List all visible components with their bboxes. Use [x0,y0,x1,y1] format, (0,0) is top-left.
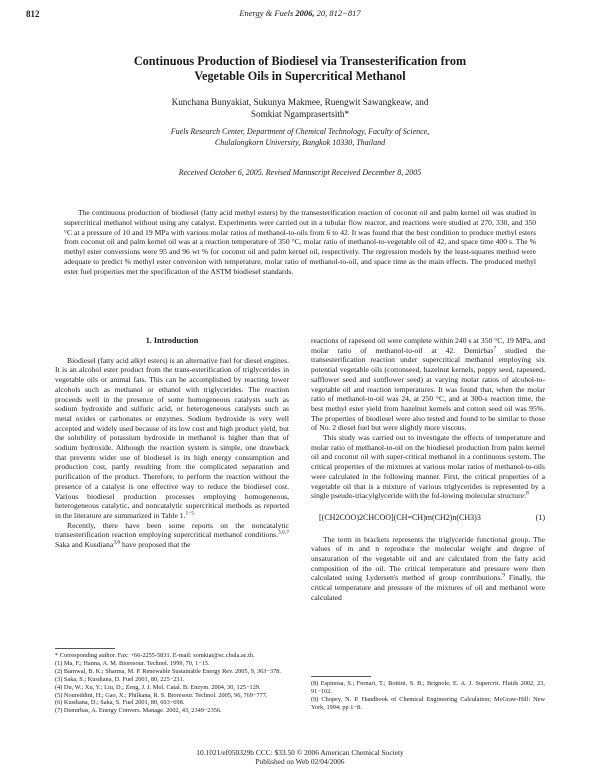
footnote-corresponding-author: * Corresponding author. Fax: +66-2255-5831. E-mail: somkiat@sc.chula.ac.th. [55,652,255,659]
received-dates: Received October 6, 2005. Revised Manuscript Received December 8, 2005 [178,168,422,177]
affiliation-line-1: Fuels Research Center, Department of Chemical Technology, Faculty of Science, [170,127,430,136]
title-line-1: Continuous Production of Biodiesel via Transesterification from [133,54,467,68]
citation-ref: 7 [493,345,497,352]
affiliation [40,126,560,148]
title-line-2: Vegetable Oils in Supercritical Methanol [194,69,406,83]
intro-paragraph-2-text-b: Saka and Kusdiana [55,540,114,550]
intro-paragraph-1 [55,356,289,521]
right-paragraph-3-text-a: The term in brackets represents the triglyceride functional group. The values of m and n reproduce the molecular weight and degree of unsaturation of the vegetable oil and are calculated from the fatty acid composition of the oil. The critical temperature and pressure were then calculated using Lydersen's method of group contributions. [311,534,545,583]
right-paragraph-3-text-b: Finally, the critical temperature and pressure of the mixtures of oil and methanol were calculated [311,573,545,602]
affiliation-line-2: Chulalongkorn University, Bangkok 10330, Thailand [214,138,386,147]
abstract: The continuous production of biodiesel (fatty acid methyl esters) by the transesterification reaction of coconut oil and palm kernel oil was studied in supercritical methanol without using any catalyst. Experiments were carried out in a tubular flow reactor, and reactions were studied at 270, 330, and 350 °C at a pressure of 10 and 19 MPa with various molar ratios of methanol-to-oils from 6 to 42. It was found that the best condition to produce methyl esters from coconut oil and palm kernel oil was at a reaction temperature of 350 °C, molar ratio of methanol-to-vegetable oil of 42, and space time 400 s. The % methyl ester conversions were 95 and 96 wt % for coconut oil and palm kernel oil, respectively. The regression models by the least-squares method were adequate to predict % methyl ester conversion with temperature, molar ratio of methanol-to-oil, and space time as the main effects. The produced methyl ester fuel properties met the specification of the ASTM biodiesel standards. [64,208,536,276]
reference-2: (2) Barnwal, B. K.; Sharma, M. P. Renewable Sustainable Energy Rev. 2005, 9, 363−378. [55,667,282,675]
equation-number: (1) [535,512,545,522]
right-paragraph-2 [311,433,545,501]
authors-line-1: Kunchana Bunyakiat, Sukunya Makmee, Ruengwit Sawangkeaw, and [171,97,429,107]
page-number: 812 [26,9,40,19]
citation-ref: 1−5 [185,510,195,517]
reference-1: (1) Ma, F.; Hanna, A. M. Bioresour. Technol. 1999, 70, 1−15. [55,659,210,667]
reference-3: (3) Saka, S.; Kusdiana, D. Fuel 2001, 80, 225−231. [55,675,185,683]
section-title-introduction: 1. Introduction [145,336,199,345]
citation-ref: 9 [502,572,506,579]
intro-paragraph-1-text: Biodiesel (fatty acid alkyl esters) is an alternative fuel for diesel engines. It is an alcohol ester product from the trans-esterification of triglycerides in vegetable oils or animal fats. This can be accomplished by reacting lower alcohols such as methanol or ethanol with triglycerides. The reaction proceeds well in the presence of some homogeneous catalysts such as sodium hydroxide and sulfuric acid, or heterogeneous catalysts such as metal oxides or carbonates or enzymes. Sodium hydroxide is very well accepted and widely used because of its low cost and high product yield, but the solubility of potassium hydroxide in methanol is higher than that of sodium hydroxide. Although the reaction system is simple, one drawback that prevents wider use of biodiesel is its high energy consumption and production cost, partly resulting from the complicated separation and purification of the product. Therefore, to perform the reaction without the presence of a catalyst is one effective way to reduce the biodiesel cost. Various biodiesel production processes employing homogeneous, heterogeneous catalytic, and noncatalytic supercritical methods as reported in the literature are summarized in Table 1. [55,355,289,520]
footnotes-right [311,676,545,712]
equation-formula: [(CH2COO)2CHCOO](CH=CH)m(CH2)n(CH3)3 [319,512,481,522]
right-paragraph-3 [311,535,545,603]
right-column [311,336,545,603]
journal-volume-pages: 20, 812−817 [316,8,361,18]
equation-1 [311,513,545,523]
reference-9: (9) Chopey, N. P. Handbook of Chemical Engineering Calculation; McGraw-Hill: New York, 1994; pp 1−8. [311,695,545,711]
right-paragraph-2-text: This study was carried out to investigate the effects of temperature and molar ratio of methanol-to-oil on the biodiesel production from palm kernel oil and coconut oil with super-critical methanol in a continuous system. The critical properties of the mixtures at various molar ratios of methanol-to-oils were calculated in the following manner. First, the critical properties of a vegetable oil that is a mixture of various triglycerides is represented by a single pseudo-triacylglyceride with the fol-lowing molecular structure: [311,433,545,501]
footnote-rule [55,648,115,649]
footnotes-left [55,648,289,715]
reference-4: (4) Du, W.; Xu, Y.; Liu, D.; Zeng, J. J. Mol. Catal. B: Enzym. 2004, 30, 125−129. [55,683,261,691]
citation-ref: 3,6 [113,539,121,546]
citation-ref: 3,6,7 [278,529,289,536]
right-paragraph-1-text-a: reactions of rapeseed oil were complete within 240 s at 350 °C, 19 MPa, and molar ratio of methanol-to-oil at 42. Demirbas [311,336,545,355]
reference-5: (5) Noureddini, H.; Gao, X.; Philkana, R. S. Bioresour. Technol. 2005, 96, 769−777. [55,691,268,699]
citation-ref: 8 [526,490,529,497]
published-date: Published on Web 02/04/2006 [255,757,345,766]
right-paragraph-1 [311,336,545,433]
journal-name: Energy & Fuels [239,8,294,18]
author-list [40,96,560,120]
footnote-rule [311,676,371,677]
journal-year: 2006, [295,8,315,18]
reference-7: (7) Demirbas, A. Energy Convers. Manage. 2002, 43, 2349−2356. [55,707,222,715]
journal-header [0,8,600,18]
intro-paragraph-2-text-c: have proposed that the [120,540,191,550]
paper-title [40,54,560,84]
reference-8: (8) Espinosa, S.; Fornari, T.; Bottini, S. B.; Brignole, E. A. J. Supercrit. Fluids 2002, 23, 91−102. [311,680,545,695]
authors-line-2: Somkiat Ngamprasertsith* [250,109,350,119]
left-column [55,336,289,550]
intro-paragraph-2-text-a: Recently, there have been some reports on the noncatalytic transesterification reaction employing supercritical methanol conditions. [55,520,289,540]
doi-line: 10.1021/ef050329b CCC: $33.50 © 2006 American Chemical Society [196,748,404,757]
reference-6: (6) Kusdiana, D.; Saka, S. Fuel 2001, 80, 693−698. [55,699,185,707]
intro-paragraph-2 [55,521,289,550]
right-paragraph-1-text-b: studied the transesterification reaction under supercritical methanol employing six potential vegetable oils (cottonseed, hazelnut kernels, poppy seed, rapeseed, safflower seed and sunflower seed) at varying molar ratios of alcohol-to-vegetable oil and reaction temperatures. It was found that, when the molar ratio of methanol-to-oil was 24, at 250 °C, and at 300-s reaction time, the best methyl ester yield from hazelnut kernels and cotton seed oil was 95%. The properties of biodiesel were also tested and found to be similar to those of No. 2 diesel fuel but were slightly more viscous. [311,345,546,433]
